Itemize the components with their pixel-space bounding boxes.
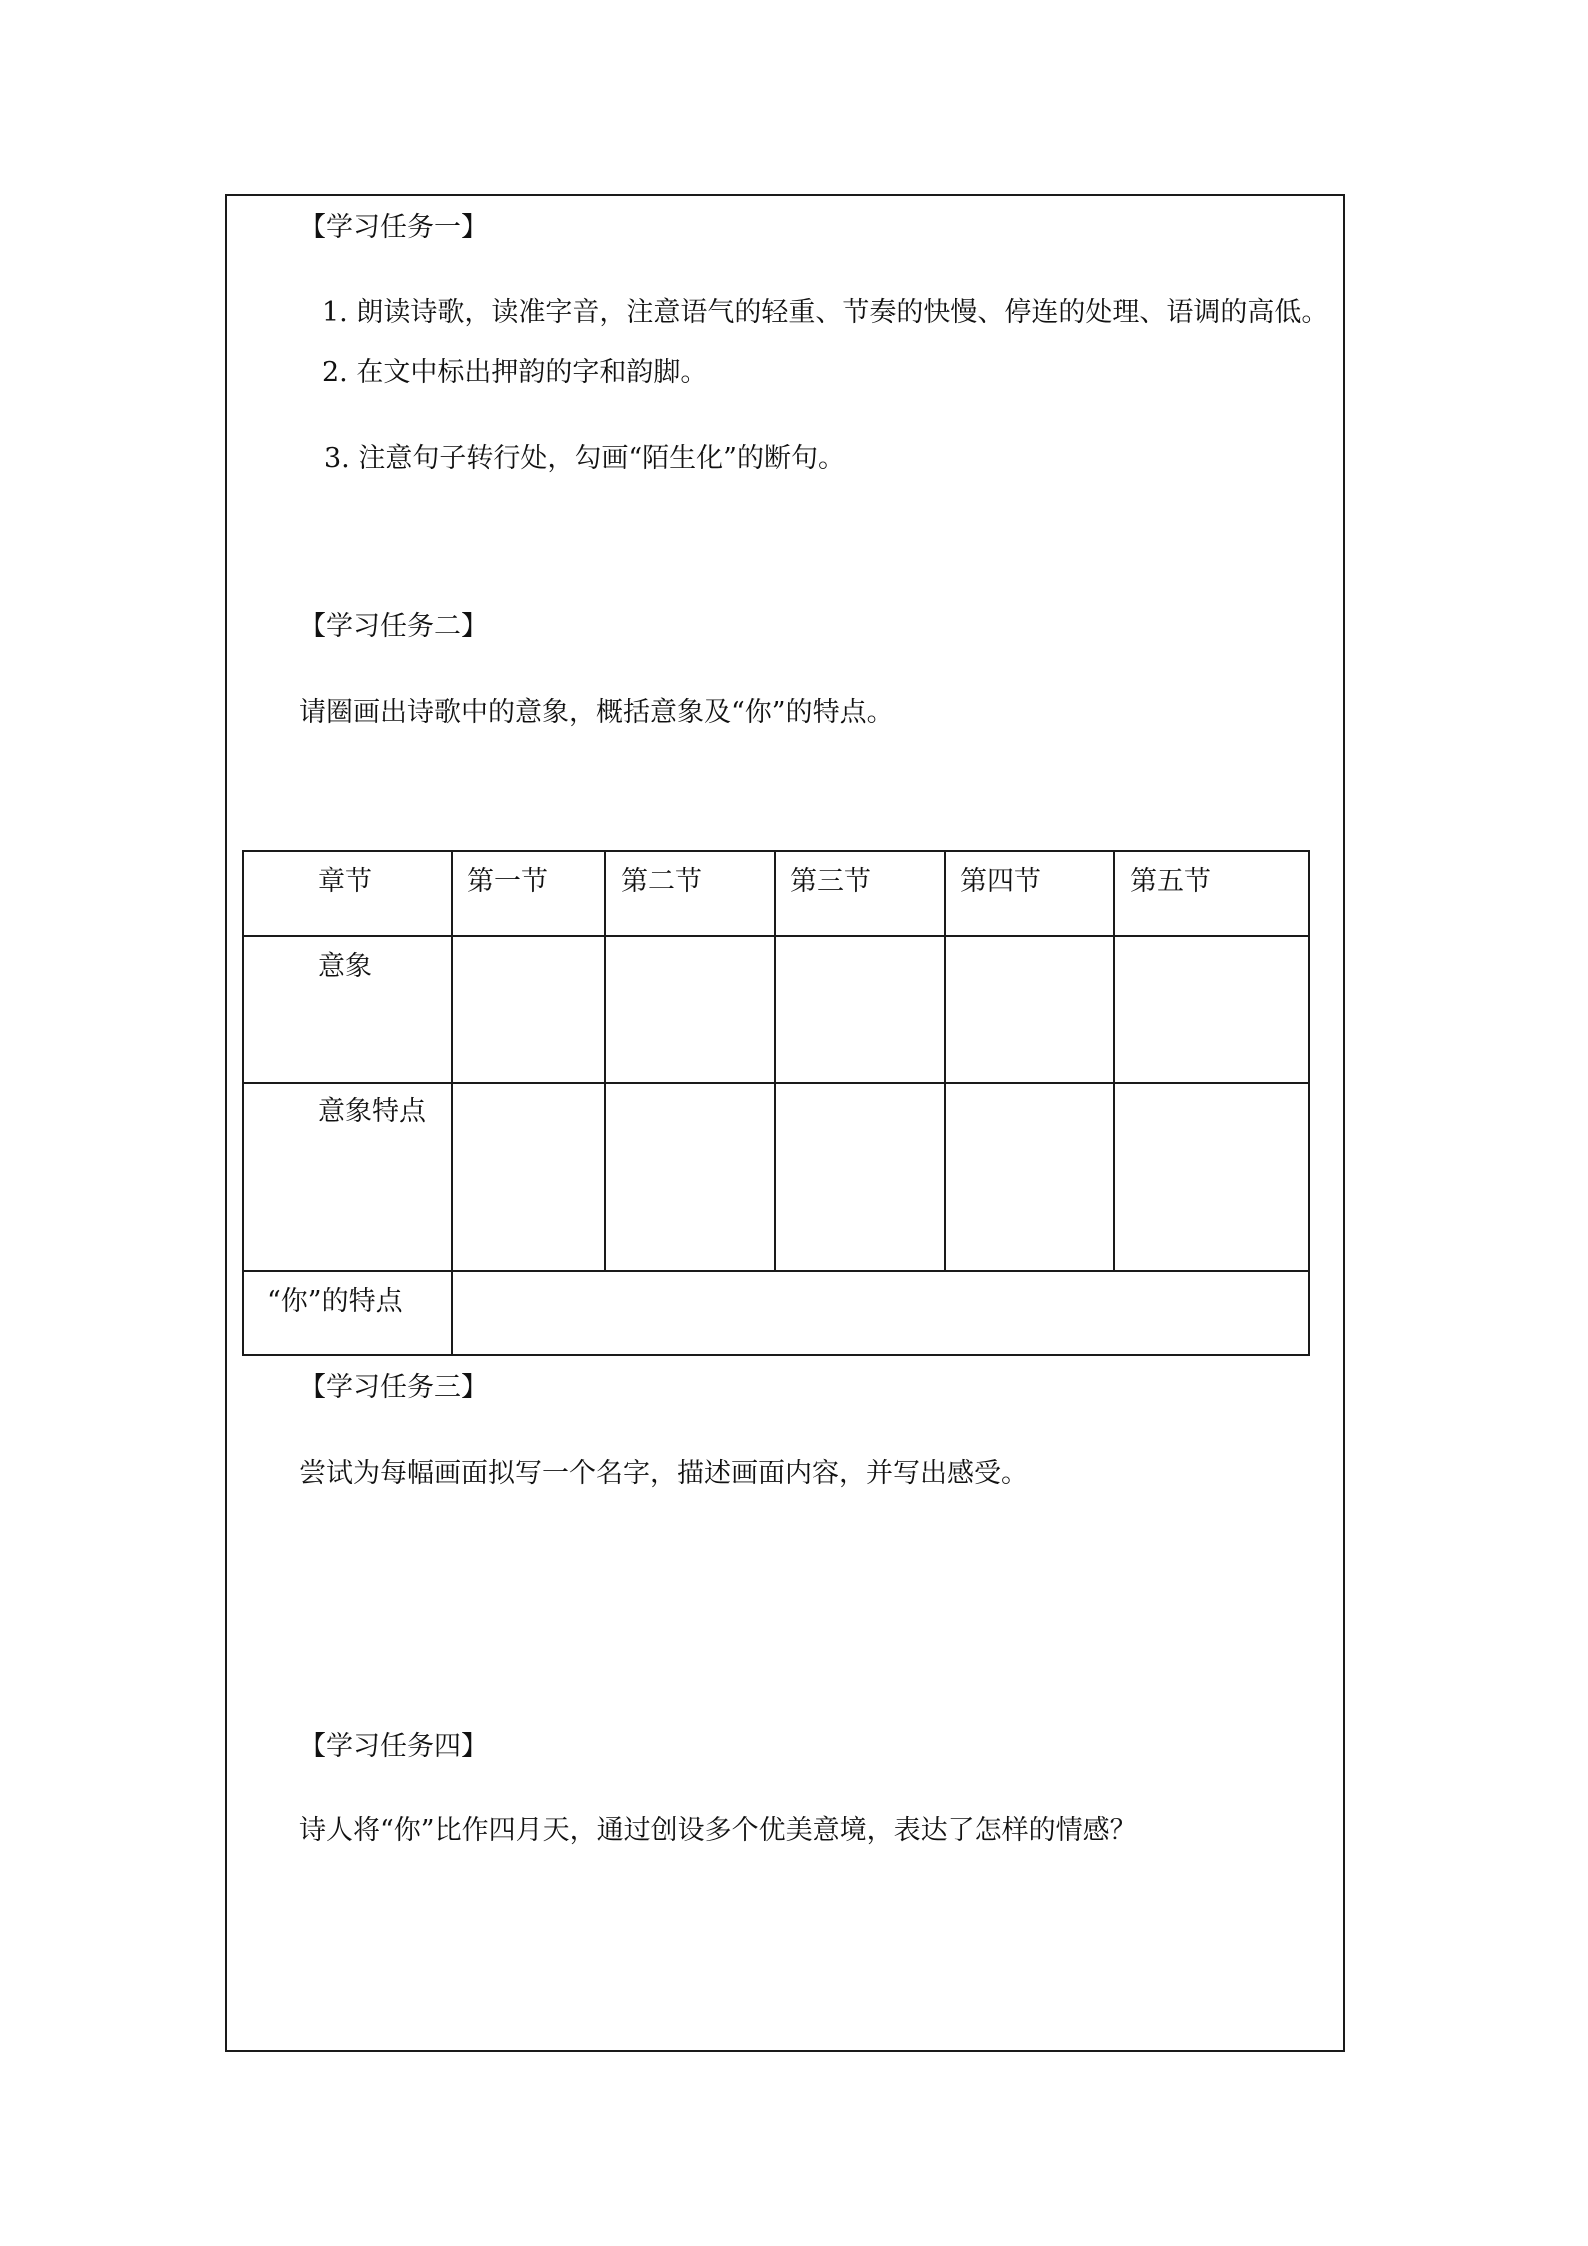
- table-line: [242, 1354, 1310, 1356]
- task1-heading: 【学习任务一】: [299, 212, 488, 243]
- task4-instruction: 诗人将“你”比作四月天，通过创设多个优美意境，表达了怎样的情感？: [299, 1815, 1137, 1846]
- table-line: [242, 1082, 1310, 1084]
- table-line: [451, 850, 453, 1356]
- table-line: [1113, 850, 1115, 1272]
- table-line: [774, 850, 776, 1272]
- task3-heading: 【学习任务三】: [299, 1372, 488, 1403]
- table-header-cell: 第五节: [1130, 866, 1211, 897]
- task1-item-2: 2. 在文中标出押韵的字和韵脚。: [322, 357, 708, 388]
- table-line: [1308, 850, 1310, 1356]
- task2-heading: 【学习任务二】: [299, 611, 488, 642]
- table-line: [242, 850, 244, 1356]
- table-line: [242, 935, 1310, 937]
- table-header-cell: 第三节: [790, 866, 871, 897]
- table-row-label: 意象特点: [318, 1096, 426, 1127]
- task4-heading: 【学习任务四】: [299, 1731, 488, 1762]
- table-line: [242, 1270, 1310, 1272]
- task3-instruction: 尝试为每幅画面拟写一个名字，描述画面内容，并写出感受。: [299, 1458, 1028, 1489]
- table-header-cell: 第二节: [621, 866, 702, 897]
- table-line: [242, 850, 1310, 852]
- table-header-cell: 章节: [318, 866, 372, 897]
- task1-item-3: 3. 注意句子转行处，勾画“陌生化”的断句。: [324, 443, 845, 474]
- table-line: [944, 850, 946, 1272]
- table-row-label: 意象: [318, 951, 372, 982]
- table-line: [604, 850, 606, 1272]
- table-header-cell: 第一节: [467, 866, 548, 897]
- task2-instruction: 请圈画出诗歌中的意象，概括意象及“你”的特点。: [299, 697, 894, 728]
- table-row-label: “你”的特点: [267, 1286, 403, 1317]
- table-header-cell: 第四节: [960, 866, 1041, 897]
- task1-item-1: 1. 朗读诗歌，读准字音，注意语气的轻重、节奏的快慢、停连的处理、语调的高低。: [322, 297, 1329, 328]
